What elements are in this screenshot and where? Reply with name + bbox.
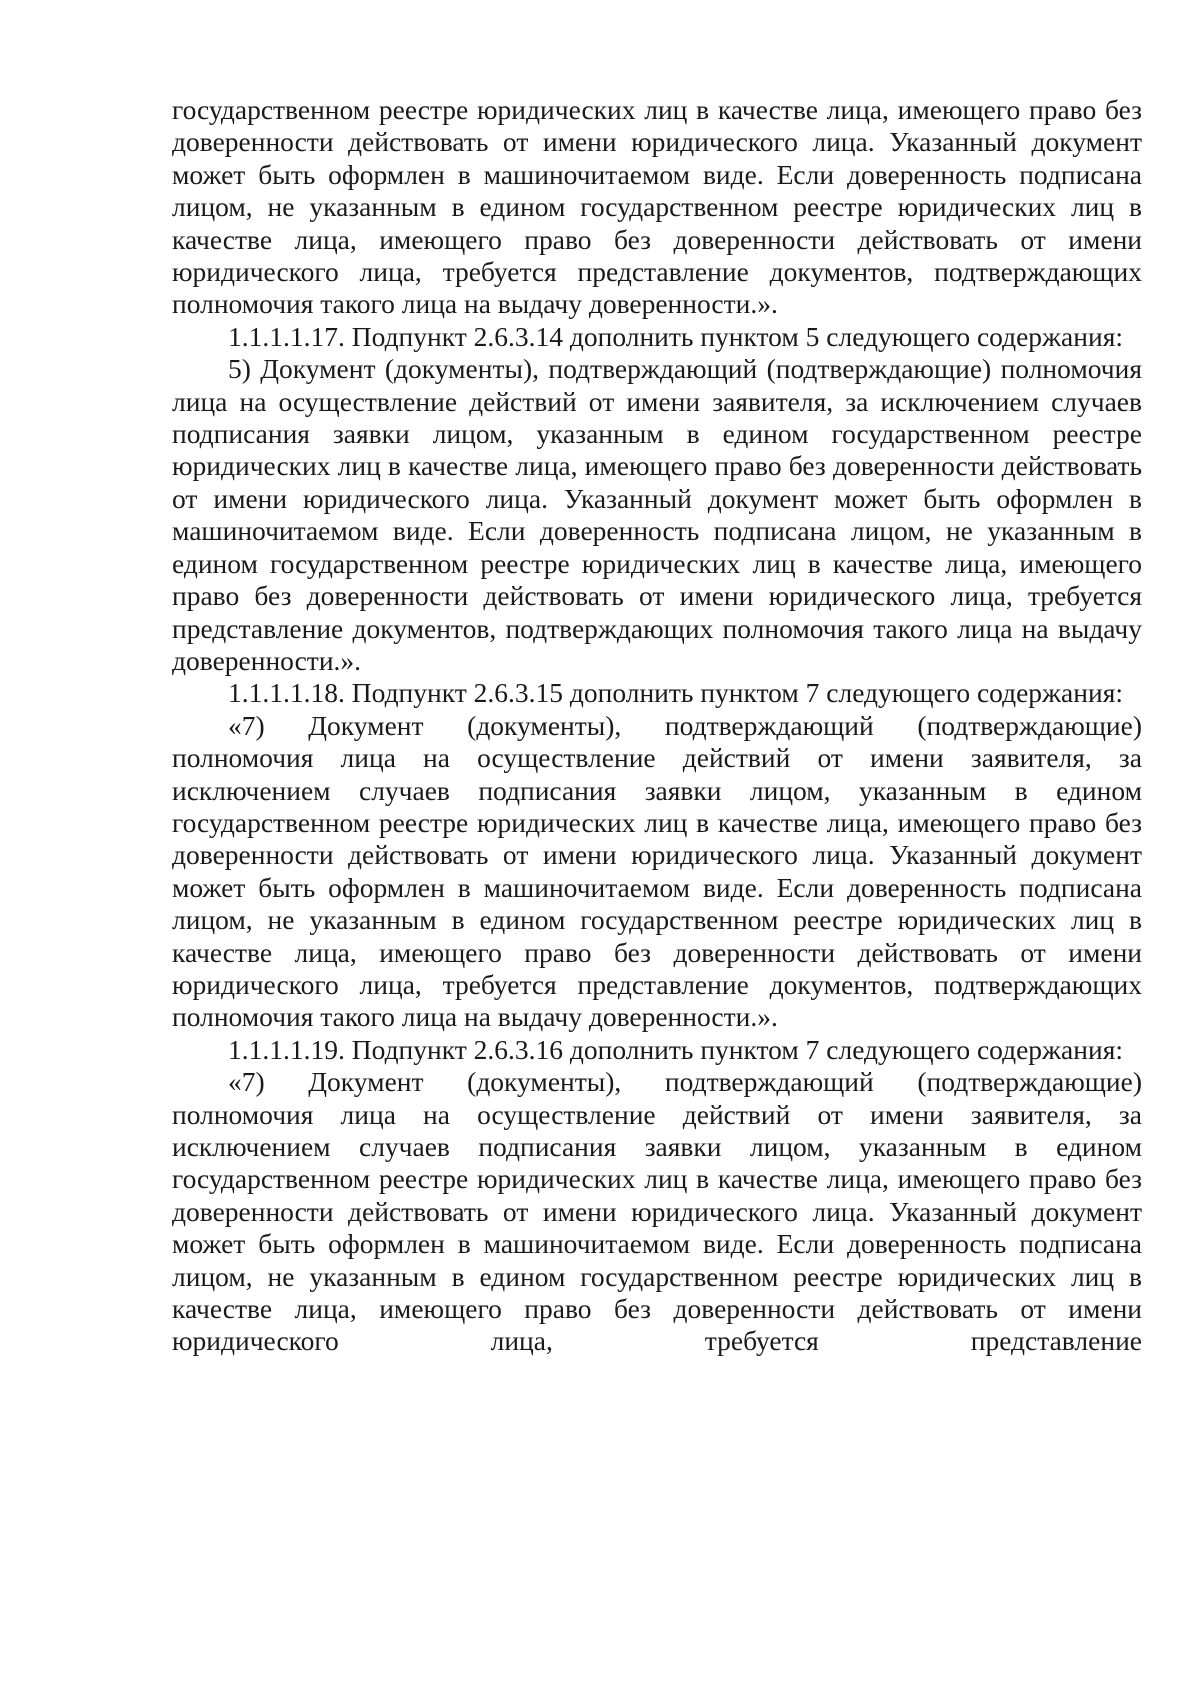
document-body	[172, 94, 1142, 1358]
paragraph-item-19-heading: 1.1.1.1.19. Подпункт 2.6.3.16 дополнить пунктом 7 следующего содержания:	[228, 1033, 1123, 1065]
paragraph-item-17-heading: 1.1.1.1.17. Подпункт 2.6.3.14 дополнить пунктом 5 следующего содержания:	[228, 320, 1123, 352]
paragraph-continuation: государственном реестре юридических лиц в качестве лица, имеющего право без доверенности действовать от имени юридического лица. Указанный документ может быть оформлен в машиночитаемом виде. Если доверенность подписана лицом, не указанным в едином государственном реестре юридических лиц в качестве лица, имеющего право без доверенности действовать от имени юридического лица, требуется представление документов, подтверждающих полномочия такого лица на выдачу доверенности.».	[172, 94, 1142, 320]
paragraph-item-19-body: «7) Документ (документы), подтверждающий (подтверждающие) полномочия лица на осуществление действий от имени заявителя, за исключением случаев подписания заявки лицом, указанным в едином государственном реестре юридических лиц в качестве лица, имеющего право без доверенности действовать от имени юридического лица. Указанный документ может быть оформлен в машиночитаемом виде. Если доверенность подписана лицом, не указанным в едином государственном реестре юридических лиц в качестве лица, имеющего право без доверенности действовать от имени юридического лица, требуется представление	[172, 1066, 1142, 1357]
paragraph-item-18-heading: 1.1.1.1.18. Подпункт 2.6.3.15 дополнить пунктом 7 следующего содержания:	[228, 677, 1123, 709]
paragraph-item-17-body: 5) Документ (документы), подтверждающий (подтверждающие) полномочия лица на осуществление действий от имени заявителя, за исключением случаев подписания заявки лицом, указанным в едином государственном реестре юридических лиц в качестве лица, имеющего право без доверенности действовать от имени юридического лица. Указанный документ может быть оформлен в машиночитаемом виде. Если доверенность подписана лицом, не указанным в едином государственном реестре юридических лиц в качестве лица, имеющего право без доверенности действовать от имени юридического лица, требуется представление документов, подтверждающих полномочия такого лица на выдачу доверенности.».	[172, 353, 1142, 676]
paragraph-item-18-body: «7) Документ (документы), подтверждающий (подтверждающие) полномочия лица на осуществление действий от имени заявителя, за исключением случаев подписания заявки лицом, указанным в едином государственном реестре юридических лиц в качестве лица, имеющего право без доверенности действовать от имени юридического лица. Указанный документ может быть оформлен в машиночитаемом виде. Если доверенность подписана лицом, не указанным в едином государственном реестре юридических лиц в качестве лица, имеющего право без доверенности действовать от имени юридического лица, требуется представление документов, подтверждающих полномочия такого лица на выдачу доверенности.».	[172, 709, 1142, 1033]
